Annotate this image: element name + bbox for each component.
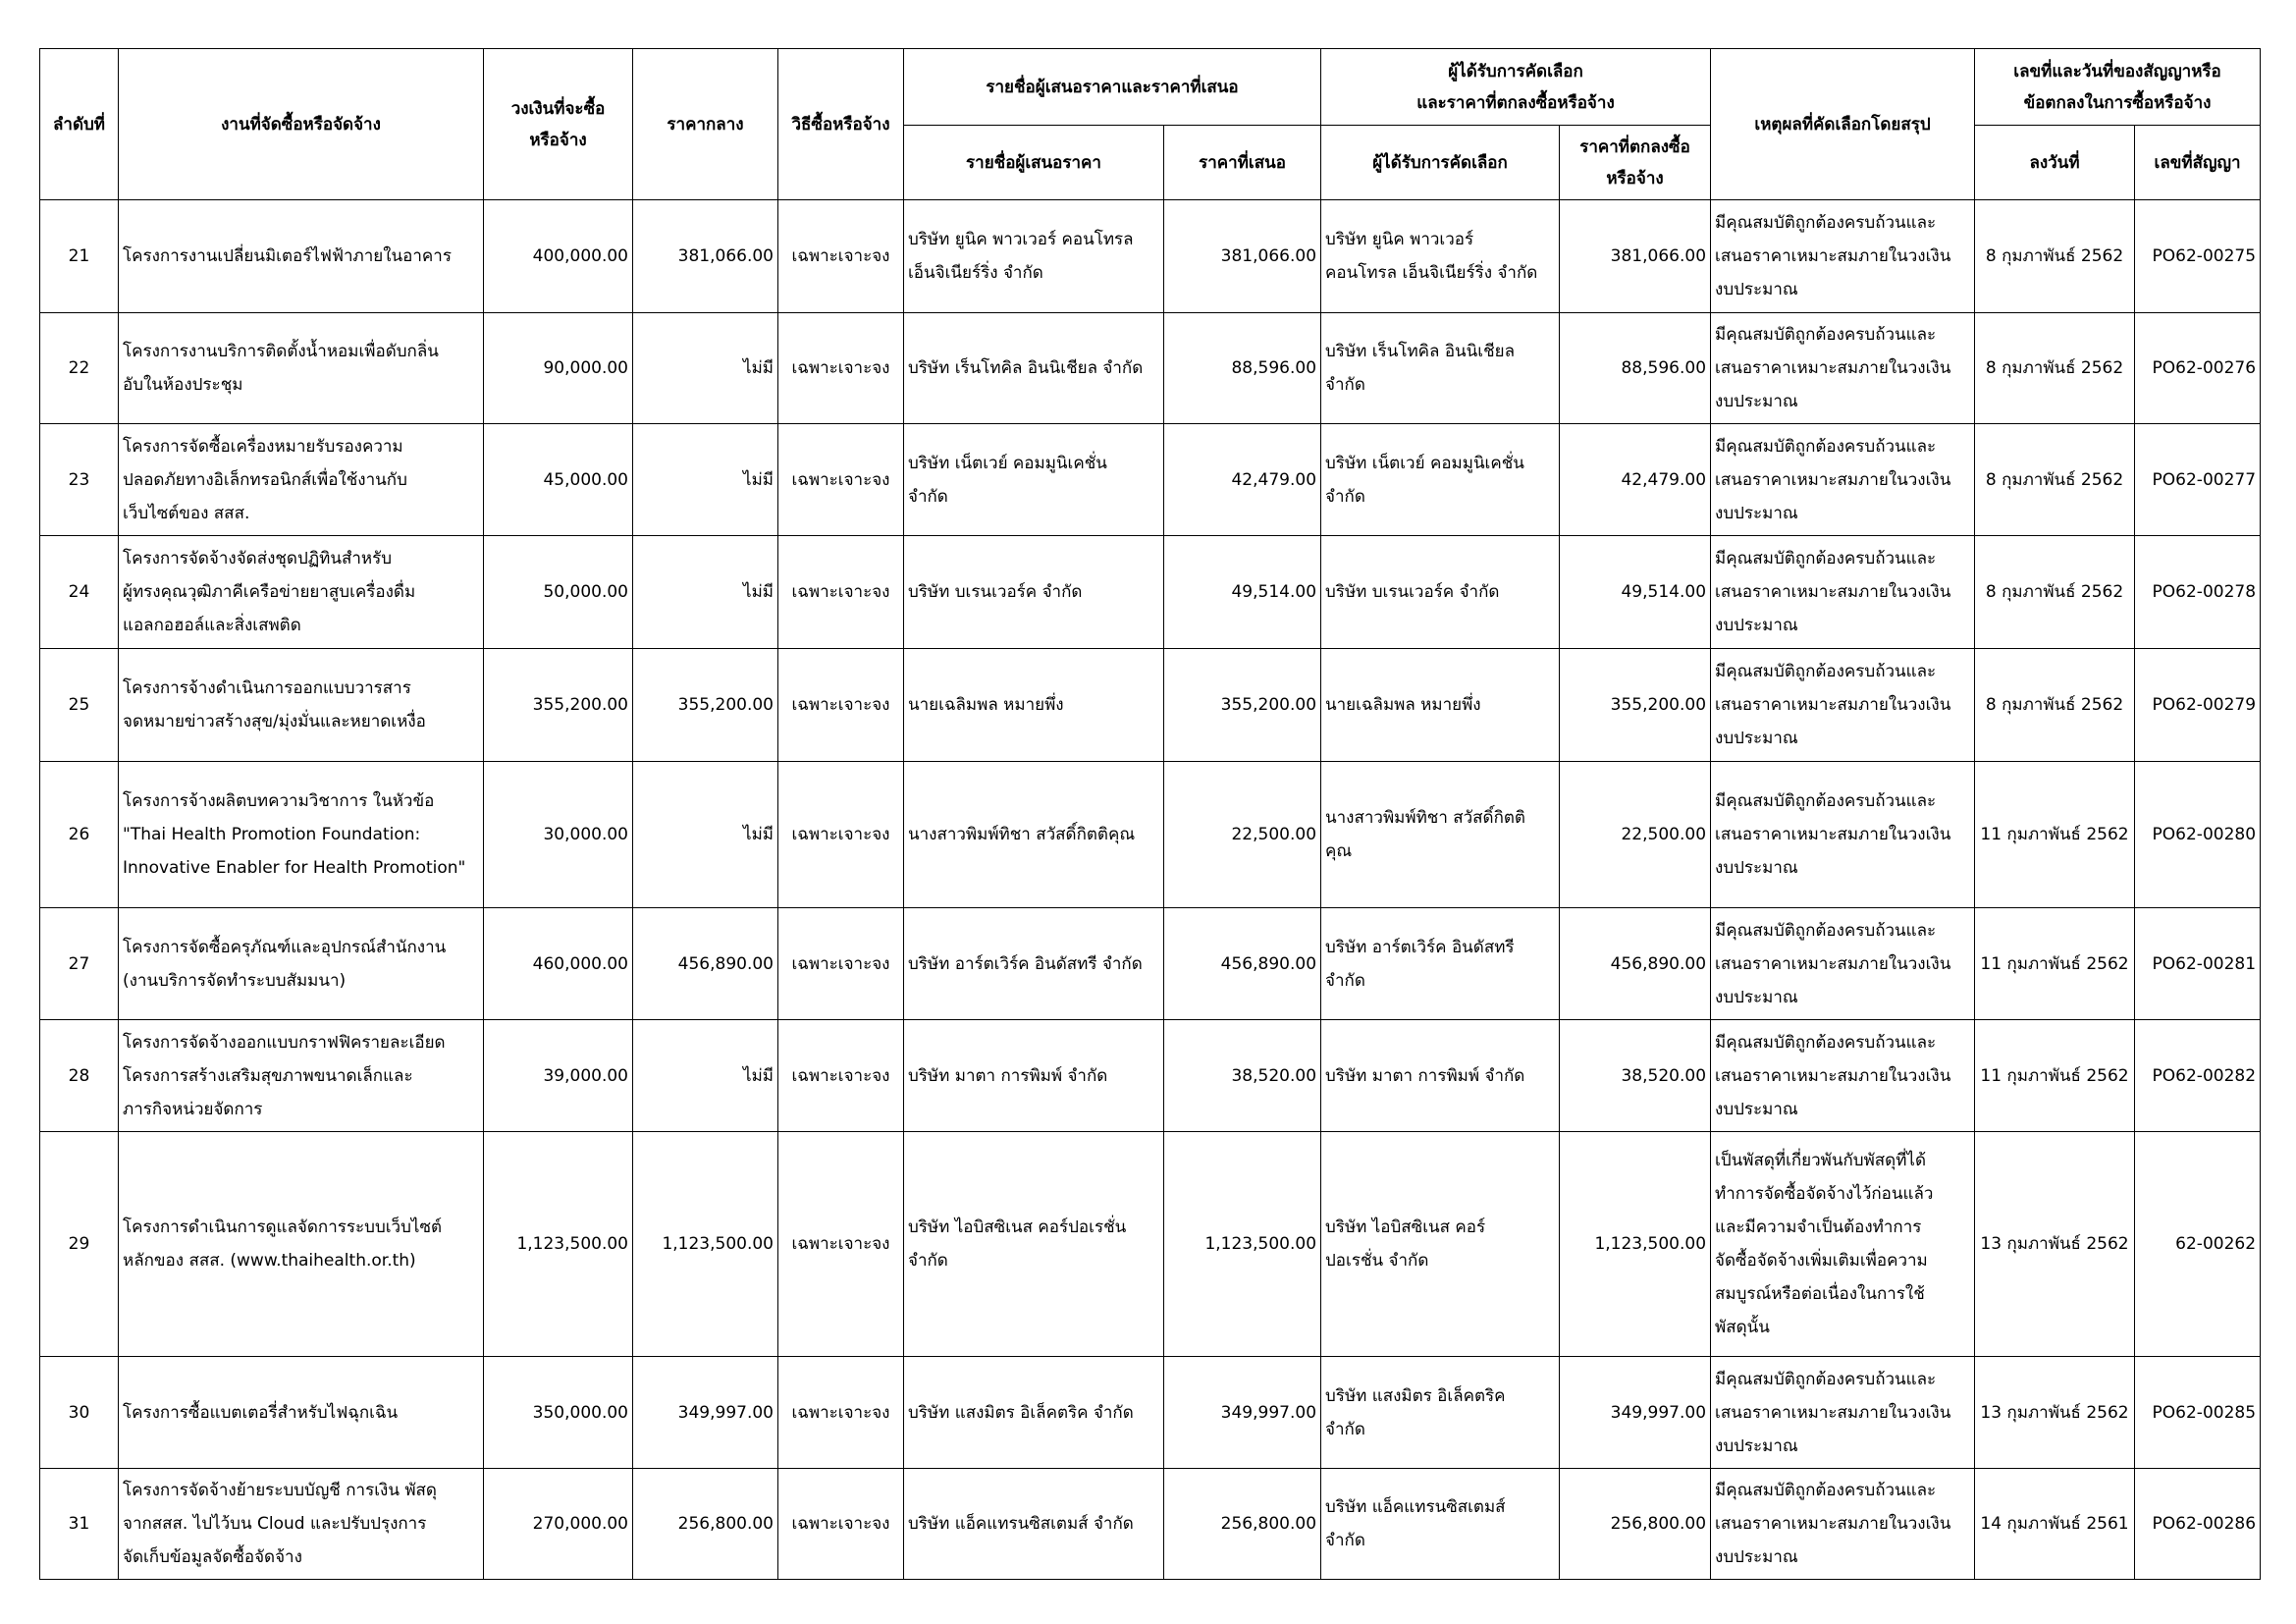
row-selected-name: บริษัท เร็นโทคิล อินนิเชียล จำกัด [1321,313,1560,424]
row-budget: 50,000.00 [484,536,633,649]
row-budget: 30,000.00 [484,762,633,908]
row-method: เฉพาะเจาะจง [778,1132,904,1357]
row-median-price: 256,800.00 [633,1469,778,1580]
row-median-price: 349,997.00 [633,1357,778,1469]
row-method: เฉพาะเจาะจง [778,1357,904,1469]
table-header [40,49,2261,200]
header-median-price: ราคากลาง [633,49,778,200]
table-row [40,1357,2261,1469]
header-work: งานที่จัดซื้อหรือจัดจ้าง [119,49,484,200]
row-contract-no: PO62-00278 [2135,536,2261,649]
row-budget: 400,000.00 [484,200,633,313]
row-median-price: 1,123,500.00 [633,1132,778,1357]
row-reason: มีคุณสมบัติถูกต้องครบถ้วนและ เสนอราคาเหมาะสมภายในวงเงิน งบประมาณ [1711,536,1975,649]
header-agreed-price: ราคาที่ตกลงซื้อ หรือจ้าง [1560,126,1711,200]
row-reason: มีคุณสมบัติถูกต้องครบถ้วนและ เสนอราคาเหมาะสมภายในวงเงิน งบประมาณ [1711,200,1975,313]
row-reason: มีคุณสมบัติถูกต้องครบถ้วนและ เสนอราคาเหมาะสมภายในวงเงิน งบประมาณ [1711,908,1975,1020]
row-median-price: ไม่มี [633,424,778,536]
row-reason: เป็นพัสดุที่เกี่ยวพันกับพัสดุที่ได้ ทำการจัดซื้อจัดจ้างไว้ก่อนแล้ว และมีความจำเป็นต้องทำการ จัดซื้อจัดจ้างเพิ่มเติมเพื่อความ สมบูรณ์หรือต่อเนื่องในการใช้ พัสดุนั้น [1711,1132,1975,1357]
row-median-price: 456,890.00 [633,908,778,1020]
row-budget: 350,000.00 [484,1357,633,1469]
row-method: เฉพาะเจาะจง [778,1020,904,1132]
row-bidder-name: นายเฉลิมพล หมายพึ่ง [904,649,1164,762]
row-bid-price: 381,066.00 [1164,200,1321,313]
row-budget: 1,123,500.00 [484,1132,633,1357]
table-row [40,313,2261,424]
header-method: วิธีซื้อหรือจ้าง [778,49,904,200]
row-reason: มีคุณสมบัติถูกต้องครบถ้วนและ เสนอราคาเหมาะสมภายในวงเงิน งบประมาณ [1711,313,1975,424]
header-selected-name: ผู้ได้รับการคัดเลือก [1321,126,1560,200]
row-no: 21 [40,200,119,313]
header-bidder-name: รายชื่อผู้เสนอราคา [904,126,1164,200]
row-contract-date: 8 กุมภาพันธ์ 2562 [1975,424,2135,536]
row-budget: 90,000.00 [484,313,633,424]
table-row [40,536,2261,649]
row-contract-no: PO62-00281 [2135,908,2261,1020]
row-method: เฉพาะเจาะจง [778,200,904,313]
row-agreed-price: 38,520.00 [1560,1020,1711,1132]
row-selected-name: บริษัท แสงมิตร อิเล็คตริค จำกัด [1321,1357,1560,1469]
row-bid-price: 38,520.00 [1164,1020,1321,1132]
table-row [40,649,2261,762]
row-bid-price: 355,200.00 [1164,649,1321,762]
row-contract-date: 11 กุมภาพันธ์ 2562 [1975,908,2135,1020]
row-median-price: ไม่มี [633,313,778,424]
row-reason: มีคุณสมบัติถูกต้องครบถ้วนและ เสนอราคาเหมาะสมภายในวงเงิน งบประมาณ [1711,762,1975,908]
header-selected-group: ผู้ได้รับการคัดเลือก และราคาที่ตกลงซื้อหรือจ้าง [1321,49,1711,126]
header-no: ลำดับที่ [40,49,119,200]
row-agreed-price: 349,997.00 [1560,1357,1711,1469]
row-bidder-name: บริษัท ยูนิค พาวเวอร์ คอนโทรล เอ็นจิเนียร์ริ่ง จำกัด [904,200,1164,313]
header-contract-no: เลขที่สัญญา [2135,126,2261,200]
row-median-price: ไม่มี [633,1020,778,1132]
row-reason: มีคุณสมบัติถูกต้องครบถ้วนและ เสนอราคาเหมาะสมภายในวงเงิน งบประมาณ [1711,1357,1975,1469]
row-bidder-name: นางสาวพิมพ์ทิชา สวัสดิ์กิตติคุณ [904,762,1164,908]
row-reason: มีคุณสมบัติถูกต้องครบถ้วนและ เสนอราคาเหมาะสมภายในวงเงิน งบประมาณ [1711,424,1975,536]
row-method: เฉพาะเจาะจง [778,1469,904,1580]
row-bidder-name: บริษัท อาร์ตเวิร์ค อินดัสทรี จำกัด [904,908,1164,1020]
row-agreed-price: 88,596.00 [1560,313,1711,424]
row-contract-no: PO62-00280 [2135,762,2261,908]
row-no: 28 [40,1020,119,1132]
procurement-table [39,48,2261,1580]
row-work: โครงการดำเนินการดูแลจัดการระบบเว็บไซต์ หลักของ สสส. (www.thaihealth.or.th) [119,1132,484,1357]
row-bidder-name: บริษัท เน็ตเวย์ คอมมูนิเคชั่น จำกัด [904,424,1164,536]
row-budget: 355,200.00 [484,649,633,762]
row-median-price: ไม่มี [633,762,778,908]
row-work: โครงการจ้างดำเนินการออกแบบวารสาร จดหมายข่าวสร้างสุข/มุ่งมั่นและหยาดเหงื่อ [119,649,484,762]
row-method: เฉพาะเจาะจง [778,908,904,1020]
row-median-price: 355,200.00 [633,649,778,762]
row-bidder-name: บริษัท บเรนเวอร์ค จำกัด [904,536,1164,649]
header-reason: เหตุผลที่คัดเลือกโดยสรุป [1711,49,1975,200]
row-contract-date: 11 กุมภาพันธ์ 2562 [1975,762,2135,908]
row-agreed-price: 42,479.00 [1560,424,1711,536]
row-no: 24 [40,536,119,649]
row-contract-no: PO62-00277 [2135,424,2261,536]
row-work: โครงการงานบริการติดตั้งน้ำหอมเพื่อดับกลิ่น อับในห้องประชุม [119,313,484,424]
header-contract-date: ลงวันที่ [1975,126,2135,200]
row-contract-date: 8 กุมภาพันธ์ 2562 [1975,536,2135,649]
header-bid-price: ราคาที่เสนอ [1164,126,1321,200]
row-reason: มีคุณสมบัติถูกต้องครบถ้วนและ เสนอราคาเหมาะสมภายในวงเงิน งบประมาณ [1711,1020,1975,1132]
row-agreed-price: 381,066.00 [1560,200,1711,313]
row-bid-price: 88,596.00 [1164,313,1321,424]
table-row [40,1469,2261,1580]
row-method: เฉพาะเจาะจง [778,536,904,649]
row-contract-no: PO62-00276 [2135,313,2261,424]
row-work: โครงการจัดจ้างย้ายระบบบัญชี การเงิน พัสดุ จากสสส. ไปไว้บน Cloud และปรับปรุงการ จัดเก็บข้อมูลจัดซื้อจัดจ้าง [119,1469,484,1580]
row-no: 29 [40,1132,119,1357]
row-method: เฉพาะเจาะจง [778,313,904,424]
row-contract-date: 8 กุมภาพันธ์ 2562 [1975,649,2135,762]
row-contract-date: 11 กุมภาพันธ์ 2562 [1975,1020,2135,1132]
row-bidder-name: บริษัท เร็นโทคิล อินนิเชียล จำกัด [904,313,1164,424]
row-contract-date: 14 กุมภาพันธ์ 2561 [1975,1469,2135,1580]
row-bidder-name: บริษัท แสงมิตร อิเล็คตริค จำกัด [904,1357,1164,1469]
row-work: โครงการจัดจ้างจัดส่งชุดปฏิทินสำหรับ ผู้ทรงคุณวุฒิภาคีเครือข่ายยาสูบเครื่องดื่ม แอลกอฮอล์และสิ่งเสพติด [119,536,484,649]
row-contract-no: PO62-00286 [2135,1469,2261,1580]
row-no: 31 [40,1469,119,1580]
row-selected-name: บริษัท ไอบิสซิเนส คอร์ ปอเรชั่น จำกัด [1321,1132,1560,1357]
table-row [40,762,2261,908]
row-selected-name: นายเฉลิมพล หมายพึ่ง [1321,649,1560,762]
table-row [40,908,2261,1020]
row-no: 30 [40,1357,119,1469]
table-row [40,1132,2261,1357]
row-agreed-price: 1,123,500.00 [1560,1132,1711,1357]
row-work: โครงการซื้อแบตเตอรี่สำหรับไฟฉุกเฉิน [119,1357,484,1469]
row-contract-date: 13 กุมภาพันธ์ 2562 [1975,1357,2135,1469]
row-no: 22 [40,313,119,424]
row-agreed-price: 49,514.00 [1560,536,1711,649]
row-contract-no: PO62-00279 [2135,649,2261,762]
row-selected-name: บริษัท บเรนเวอร์ค จำกัด [1321,536,1560,649]
row-budget: 45,000.00 [484,424,633,536]
row-work: โครงการจัดซื้อเครื่องหมายรับรองความ ปลอดภัยทางอิเล็กทรอนิกส์เพื่อใช้งานกับ เว็บไซต์ของ สสส. [119,424,484,536]
row-bidder-name: บริษัท มาตา การพิมพ์ จำกัด [904,1020,1164,1132]
row-no: 27 [40,908,119,1020]
table-body [40,200,2261,1580]
row-bidder-name: บริษัท ไอบิสซิเนส คอร์ปอเรชั่น จำกัด [904,1132,1164,1357]
row-bid-price: 49,514.00 [1164,536,1321,649]
row-budget: 270,000.00 [484,1469,633,1580]
header-budget: วงเงินที่จะซื้อ หรือจ้าง [484,49,633,200]
row-bid-price: 456,890.00 [1164,908,1321,1020]
row-selected-name: บริษัท ยูนิค พาวเวอร์ คอนโทรล เอ็นจิเนียร์ริ่ง จำกัด [1321,200,1560,313]
row-no: 26 [40,762,119,908]
row-work: โครงการงานเปลี่ยนมิเตอร์ไฟฟ้าภายในอาคาร [119,200,484,313]
row-agreed-price: 22,500.00 [1560,762,1711,908]
row-no: 25 [40,649,119,762]
header-bidders-group: รายชื่อผู้เสนอราคาและราคาที่เสนอ [904,49,1321,126]
row-work: โครงการจัดซื้อครุภัณฑ์และอุปกรณ์สำนักงาน (งานบริการจัดทำระบบสัมมนา) [119,908,484,1020]
row-bid-price: 256,800.00 [1164,1469,1321,1580]
row-contract-no: 62-00262 [2135,1132,2261,1357]
row-budget: 39,000.00 [484,1020,633,1132]
row-method: เฉพาะเจาะจง [778,649,904,762]
row-selected-name: บริษัท แอ็คแทรนซิสเตมส์ จำกัด [1321,1469,1560,1580]
row-agreed-price: 456,890.00 [1560,908,1711,1020]
row-reason: มีคุณสมบัติถูกต้องครบถ้วนและ เสนอราคาเหมาะสมภายในวงเงิน งบประมาณ [1711,1469,1975,1580]
row-agreed-price: 355,200.00 [1560,649,1711,762]
row-no: 23 [40,424,119,536]
row-selected-name: บริษัท มาตา การพิมพ์ จำกัด [1321,1020,1560,1132]
row-contract-no: PO62-00275 [2135,200,2261,313]
table-row [40,424,2261,536]
table-row [40,200,2261,313]
row-bid-price: 1,123,500.00 [1164,1132,1321,1357]
row-bid-price: 42,479.00 [1164,424,1321,536]
row-contract-no: PO62-00285 [2135,1357,2261,1469]
row-contract-no: PO62-00282 [2135,1020,2261,1132]
row-bid-price: 22,500.00 [1164,762,1321,908]
header-contract-group: เลขที่และวันที่ของสัญญาหรือ ข้อตกลงในการซื้อหรือจ้าง [1975,49,2261,126]
row-selected-name: บริษัท อาร์ตเวิร์ค อินดัสทรี จำกัด [1321,908,1560,1020]
row-reason: มีคุณสมบัติถูกต้องครบถ้วนและ เสนอราคาเหมาะสมภายในวงเงิน งบประมาณ [1711,649,1975,762]
row-method: เฉพาะเจาะจง [778,762,904,908]
row-method: เฉพาะเจาะจง [778,424,904,536]
row-selected-name: นางสาวพิมพ์ทิชา สวัสดิ์กิตติ คุณ [1321,762,1560,908]
row-median-price: 381,066.00 [633,200,778,313]
row-work: โครงการจัดจ้างออกแบบกราฟฟิครายละเอียด โครงการสร้างเสริมสุขภาพขนาดเล็กและ ภารกิจหน่วยจัดการ [119,1020,484,1132]
row-selected-name: บริษัท เน็ตเวย์ คอมมูนิเคชั่น จำกัด [1321,424,1560,536]
row-bid-price: 349,997.00 [1164,1357,1321,1469]
row-median-price: ไม่มี [633,536,778,649]
row-work: โครงการจ้างผลิตบทความวิชาการ ในหัวข้อ "Thai Health Promotion Foundation: Innovative Enabler for Health Promotion" [119,762,484,908]
table-row [40,1020,2261,1132]
row-bidder-name: บริษัท แอ็คแทรนซิสเตมส์ จำกัด [904,1469,1164,1580]
row-budget: 460,000.00 [484,908,633,1020]
row-contract-date: 8 กุมภาพันธ์ 2562 [1975,200,2135,313]
row-contract-date: 8 กุมภาพันธ์ 2562 [1975,313,2135,424]
row-agreed-price: 256,800.00 [1560,1469,1711,1580]
row-contract-date: 13 กุมภาพันธ์ 2562 [1975,1132,2135,1357]
